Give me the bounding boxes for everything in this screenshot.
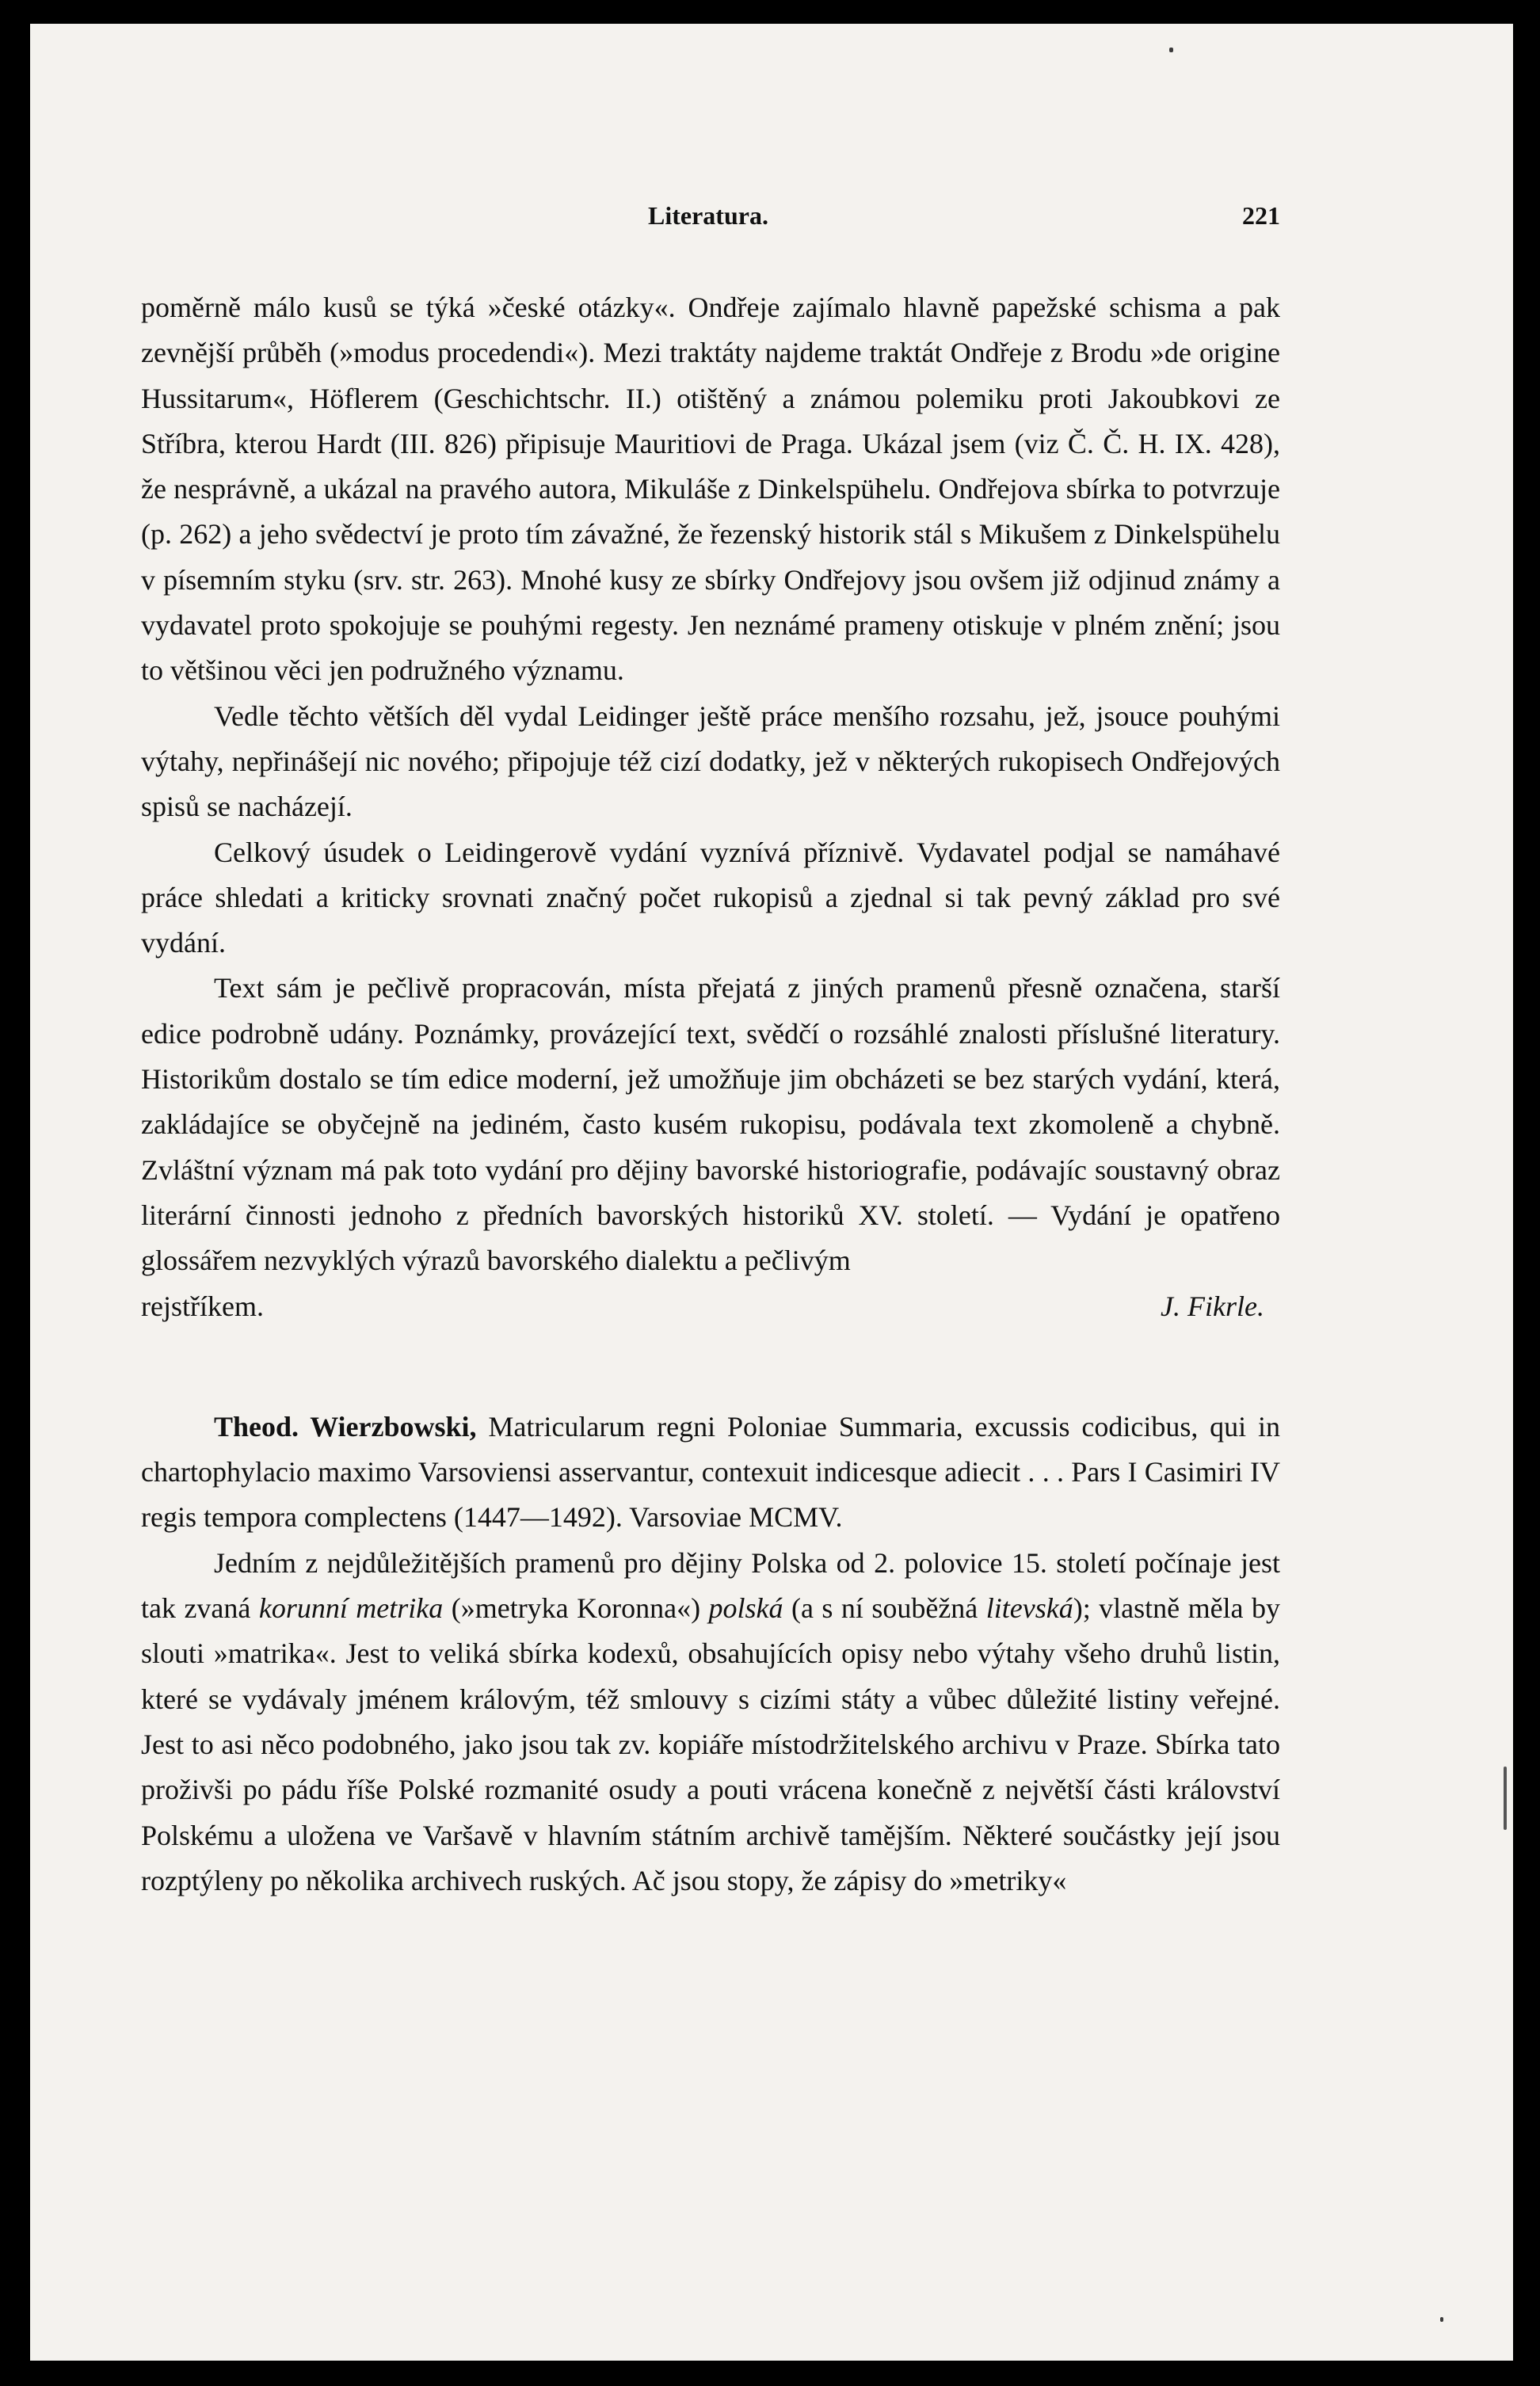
page-header	[141, 193, 1280, 249]
paragraph: poměrně málo kusů se týká »české otázky«. Ondřeje zajímalo hlavně papežské schisma a pak zevnější průběh (»modus procedendi«). Mezi traktáty najdeme traktát Ondřeje z Brodu »de origine Hussitarum«, Höflerem (Geschichtschr. II.) otištěný a známou polemiku proti Jakoubkovi ze Stříbra, kterou Hardt (III. 826) připisuje Mauritiovi de Praga. Ukázal jsem (viz Č. Č. H. IX. 428), že nesprávně, a ukázal na pravého autora, Mikuláše z Dinkelspühelu. Ondřejova sbírka to potvrzuje (p. 262) a jeho svědectví je proto tím závažné, že řezenský historik stál s Mikušem z Dinkelspühelu v písemním styku (srv. str. 263). Mnohé kusy ze sbírky Ondřejovy jsou ovšem již odjinud známy a vydavatel proto spokojuje se pouhými regesty. Jen neznámé prameny otiskuje v plném znění; jsou to většinou věci jen podružného významu.	[141, 292, 1280, 687]
text-run: (a s ní souběžná	[783, 1592, 986, 1625]
paragraph-end: rejstříkem.	[141, 1290, 264, 1322]
running-title: Literatura.	[648, 201, 768, 230]
italic-term: korunní metrika	[258, 1592, 444, 1625]
review-heading	[141, 1405, 1280, 1541]
signature-line	[141, 1284, 1280, 1329]
review-title: Matricularum regni Poloniae Summaria, excussis codicibus, qui in chartophylacio maximo Varsoviensi asservantur, contexuit indicesque adiecit . . . Pars I Casimiri IV regis tempora complectens (1447—1492). Varsoviae MCMV.	[141, 1410, 1280, 1534]
italic-term: polská	[708, 1592, 783, 1625]
scan-mark	[1504, 1767, 1507, 1830]
paragraph: Celkový úsudek o Leidingerově vydání vyznívá příznivě. Vydavatel podjal se namáhavé práce shledati a kriticky srovnati značný počet rukopisů a zjednal si tak pevný základ pro své vydání.	[141, 836, 1280, 959]
scan-mark	[1440, 2317, 1443, 2322]
text-run: Jedním z nejdůležitějších pramenů pro dějiny Polska od 2. polovice 15. století počínaje jest tak zvaná	[141, 1546, 1280, 1625]
text-run: (»metryka Koronna«)	[443, 1592, 709, 1625]
paragraph	[141, 1541, 1280, 1904]
scan-mark	[1169, 48, 1173, 52]
text-run: ); vlastně měla by slouti »matrika«. Jest to veliká sbírka kodexů, obsahujících opisy nebo výtahy všeho druhů listin, které se vydávaly jménem královým, též smlouvy s cizími státy a vůbec důležité listiny veřejné. Jest to asi něco podobného, jako jsou tak zv. kopiáře místodržitelského archivu v Praze. Sbírka tato proživši po pádu říše Polské rozmanité osudy a pouti vrácena konečně z největší části království Polskému a uložena ve Varšavě v hlavním státním archivě tamějším. Některé součástky její jsou rozptýleny po několika archivech ruských. Ač jsou stopy, že zápisy do »metriky«	[141, 1592, 1280, 1896]
paragraph: Text sám je pečlivě propracován, místa přejatá z jiných pramenů přesně označena, starší edice podrobně udány. Poznámky, provázející text, svědčí o rozsáhlé znalosti příslušné literatury. Historikům dostalo se tím edice moderní, jež umožňuje jim obcházeti se bez starých vydání, která, zakládajíce se obyčejně na jediném, často kusém rukopisu, podávala text zkomoleně a chybně. Zvláštní význam má pak toto vydání pro dějiny bavorské historiografie, podávajíc soustavný obraz literární činnosti jednoho z předních bavorských historiků XV. století. — Vydání je opatřeno glossářem nezvyklých výrazů bavorského dialektu a pečlivým	[141, 972, 1280, 1277]
reviewer-signature: J. Fikrle.	[1161, 1290, 1264, 1322]
review-author: Theod. Wierzbowski,	[214, 1410, 477, 1443]
paragraph: Vedle těchto větších děl vydal Leidinger ještě práce menšího rozsahu, jež, jsouce pouhými výtahy, nepřinášejí nic nového; připojuje též cizí dodatky, jež v některých rukopisech Ondřejových spisů se nacházejí.	[141, 699, 1280, 823]
section-gap	[141, 1329, 1280, 1405]
page-body	[141, 285, 1280, 1904]
page-number: 221	[1242, 201, 1280, 230]
italic-term: litevská	[985, 1592, 1073, 1625]
